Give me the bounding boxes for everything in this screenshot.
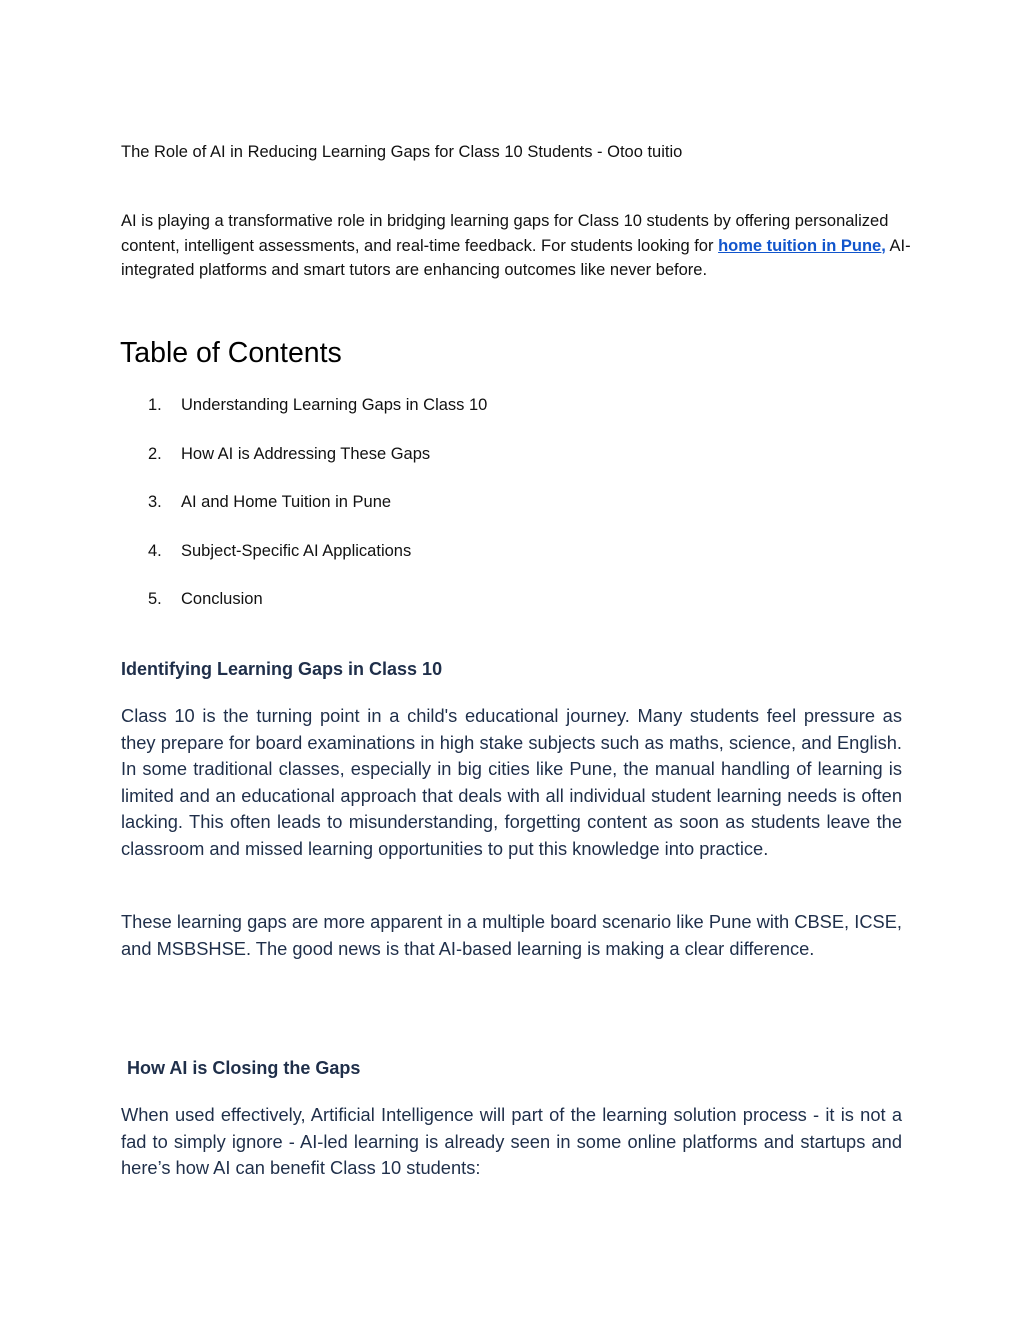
intro-text-end: AI-integrated platforms and smart tutors are enhancing outcomes like never before. — [121, 236, 911, 279]
intro-text-start: AI is playing a transformative role in bridging learning gaps for Class 10 students by offering personalized content, intelligent assessments, and real-time feedback. For students looking for — [121, 212, 889, 255]
home-tuition-link-text[interactable]: home tuition in Pune — [718, 236, 882, 255]
toc-item — [148, 539, 487, 588]
home-tuition-link-comma[interactable]: , — [881, 236, 886, 255]
toc-item-number: 2. — [148, 444, 162, 463]
toc-item-label: Subject-Specific AI Applications — [181, 541, 412, 560]
toc-item — [148, 490, 487, 539]
toc-item — [148, 587, 487, 636]
section-paragraph: Class 10 is the turning point in a child's educational journey. Many students feel pressure as they prepare for board examinations in high stake subjects such as maths, science, and English. In some traditional classes, especially in big cities like Pune, the manual handling of learning is limited and an educational approach that deals with all individual student learning needs is often lacking. This often leads to misunderstanding, forgetting content as soon as students leave the classroom and missed learning opportunities to put this knowledge into practice. — [121, 705, 902, 859]
toc-item-label: How AI is Addressing These Gaps — [181, 444, 431, 463]
toc-list — [148, 393, 487, 636]
toc-heading: Table of Contents — [120, 337, 342, 369]
section-heading-learning-gaps: Identifying Learning Gaps in Class 10 — [121, 659, 443, 679]
toc-item-number: 1. — [148, 396, 162, 414]
section-heading-closing-gaps: How AI is Closing the Gaps — [127, 1058, 361, 1078]
toc-item — [148, 442, 487, 491]
section-paragraph: When used effectively, Artificial Intelligence will part of the learning solution process - it is not a fad to simply ignore - AI-led learning is already seen in some online platforms and startups and here’s how AI can benefit Class 10 students: — [121, 1104, 902, 1179]
intro-paragraph — [121, 209, 911, 283]
toc-item-label: Understanding Learning Gaps in Class 10 — [181, 396, 488, 414]
document-title: The Role of AI in Reducing Learning Gaps for Class 10 Students - Otoo tuitio — [121, 143, 683, 161]
toc-item-number: 4. — [148, 541, 162, 560]
toc-item-label: Conclusion — [181, 590, 263, 609]
home-tuition-link[interactable] — [718, 237, 886, 255]
toc-item-number: 5. — [148, 590, 162, 609]
section-paragraph: These learning gaps are more apparent in a multiple board scenario like Pune with CBSE, ICSE, and MSBSHSE. The good news is that AI-based learning is making a clear difference. — [121, 911, 902, 959]
toc-item — [148, 393, 487, 442]
toc-item-number: 3. — [148, 493, 162, 512]
toc-item-label: AI and Home Tuition in Pune — [181, 493, 392, 512]
